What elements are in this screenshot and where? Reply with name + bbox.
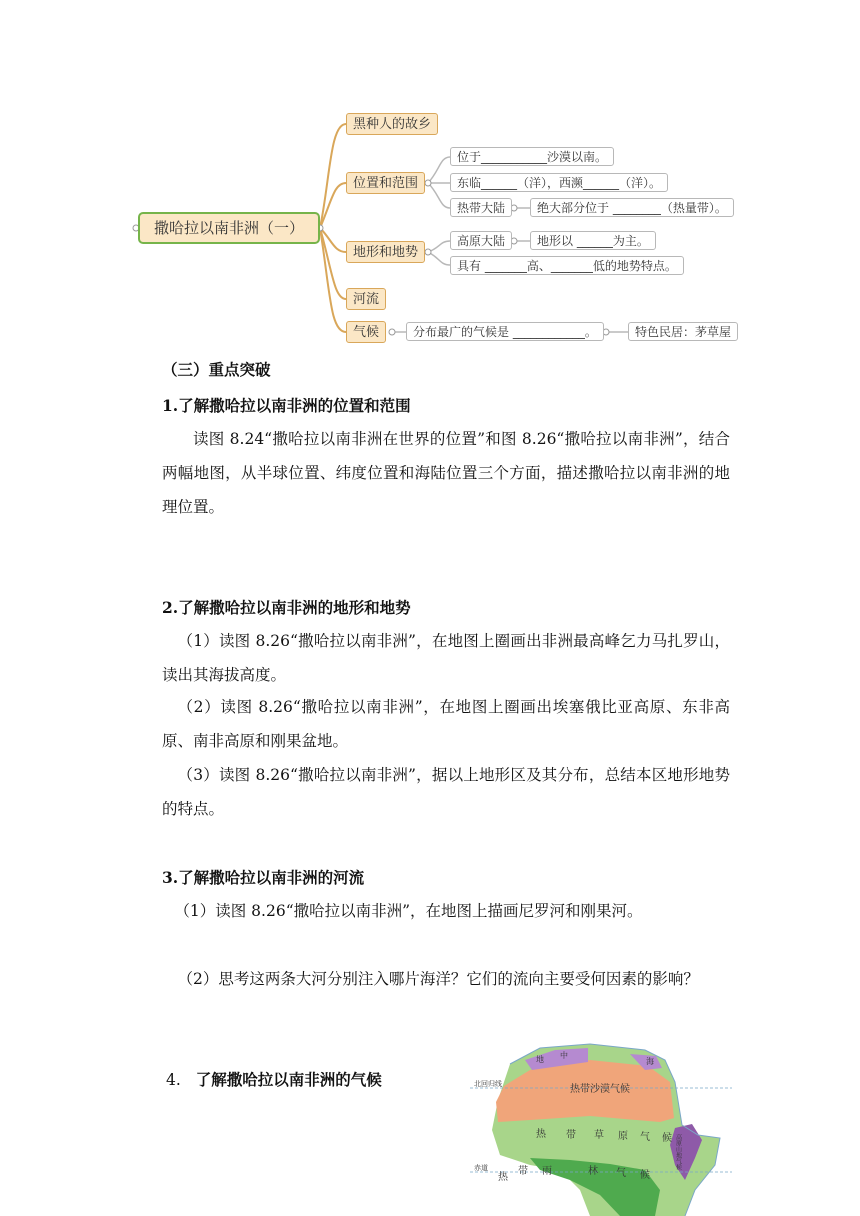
branch-river: 河流 xyxy=(346,288,386,310)
highland-label: 高原山地气候 xyxy=(674,1134,682,1170)
leaf-tropical-continent: 热带大陆 xyxy=(450,198,512,217)
rain-label-1: 热 xyxy=(498,1172,508,1183)
leaf-climate-main: 分布最广的气候是 ____________。 xyxy=(406,322,604,341)
mind-map xyxy=(0,0,860,360)
s2-q2: （2）读图 8.26“撒哈拉以南非洲”，在地图上圈画出埃塞俄比亚高原、东非高原、南非高原和刚果盆地。 xyxy=(162,698,730,750)
leaf-dwelling: 特色民居：茅草屋 xyxy=(628,322,738,341)
savanna-label-3: 草 xyxy=(594,1130,604,1141)
rain-label-2: 带 xyxy=(518,1166,528,1177)
leaf-plateau-continent: 高原大陆 xyxy=(450,231,512,250)
s1-heading: 1.了解撒哈拉以南非洲的位置和范围 xyxy=(162,396,411,415)
mind-map-root: 撒哈拉以南非洲（一） xyxy=(138,212,320,244)
section-title: （三）重点突破 xyxy=(162,360,271,379)
med-label-3: 海 xyxy=(646,1057,654,1066)
s2-q1: （1）读图 8.26“撒哈拉以南非洲”，在地图上圈画出非洲最高峰乞力马扎罗山，读出其海拔高度。 xyxy=(162,632,730,684)
leaf-heat-zone: 绝大部分位于 ________（热量带）。 xyxy=(530,198,734,217)
leaf-terrain-feature: 具有 _______高、_______低的地势特点。 xyxy=(450,256,684,275)
s2-q3: （3）读图 8.26“撒哈拉以南非洲”，据以上地形区及其分布，总结本区地形地势的特点。 xyxy=(162,766,730,818)
s3-heading: 3.了解撒哈拉以南非洲的河流 xyxy=(162,868,365,887)
leaf-position-2: 东临______（洋），西濒______（洋）。 xyxy=(450,173,668,192)
climate-map xyxy=(470,1030,732,1216)
savanna-label-2: 带 xyxy=(566,1130,576,1141)
branch-terrain: 地形和地势 xyxy=(346,241,425,263)
tropic-label: 北回归线 xyxy=(474,1080,502,1088)
rain-label-6: 候 xyxy=(640,1170,650,1181)
s2-heading: 2.了解撒哈拉以南非洲的地形和地势 xyxy=(162,598,411,617)
s4-heading: 了解撒哈拉以南非洲的气候 xyxy=(195,1070,382,1089)
s3-q2: （2）思考这两条大河分别注入哪片海洋？它们的流向主要受何因素的影响？ xyxy=(177,970,699,988)
savanna-label-1: 热 xyxy=(536,1129,546,1140)
s3-q1: （1）读图 8.26“撒哈拉以南非洲”，在地图上描画尼罗河和刚果河。 xyxy=(174,902,643,920)
leaf-position-1: 位于___________沙漠以南。 xyxy=(450,147,614,166)
s1-body: 读图 8.24“撒哈拉以南非洲在世界的位置”和图 8.26“撒哈拉以南非洲”，结合两幅地图，从半球位置、纬度位置和海陆位置三个方面，描述撒哈拉以南非洲的地理位置。 xyxy=(162,430,730,516)
savanna-label-5: 气 xyxy=(640,1132,650,1143)
desert-label: 热带沙漠气候 xyxy=(570,1084,630,1095)
savanna-label-6: 候 xyxy=(662,1133,672,1144)
leaf-landform: 地形以 ______为主。 xyxy=(530,231,656,250)
branch-position: 位置和范围 xyxy=(346,172,425,194)
equator-label: 赤道 xyxy=(474,1164,488,1172)
s4-number: 4. xyxy=(166,1071,181,1089)
savanna-label-4: 原 xyxy=(618,1131,628,1142)
med-label-2: 中 xyxy=(560,1051,568,1060)
rain-label-3: 雨 xyxy=(542,1166,552,1177)
rain-label-5: 气 xyxy=(616,1168,626,1179)
branch-origin: 黑种人的故乡 xyxy=(346,113,438,135)
med-label-1: 地 xyxy=(536,1055,544,1064)
branch-climate: 气候 xyxy=(346,321,386,343)
africa-climate-map xyxy=(470,1030,732,1216)
rain-label-4: 林 xyxy=(588,1166,598,1177)
s4-heading-wrap xyxy=(166,1070,382,1090)
mind-map-connectors xyxy=(0,0,860,360)
